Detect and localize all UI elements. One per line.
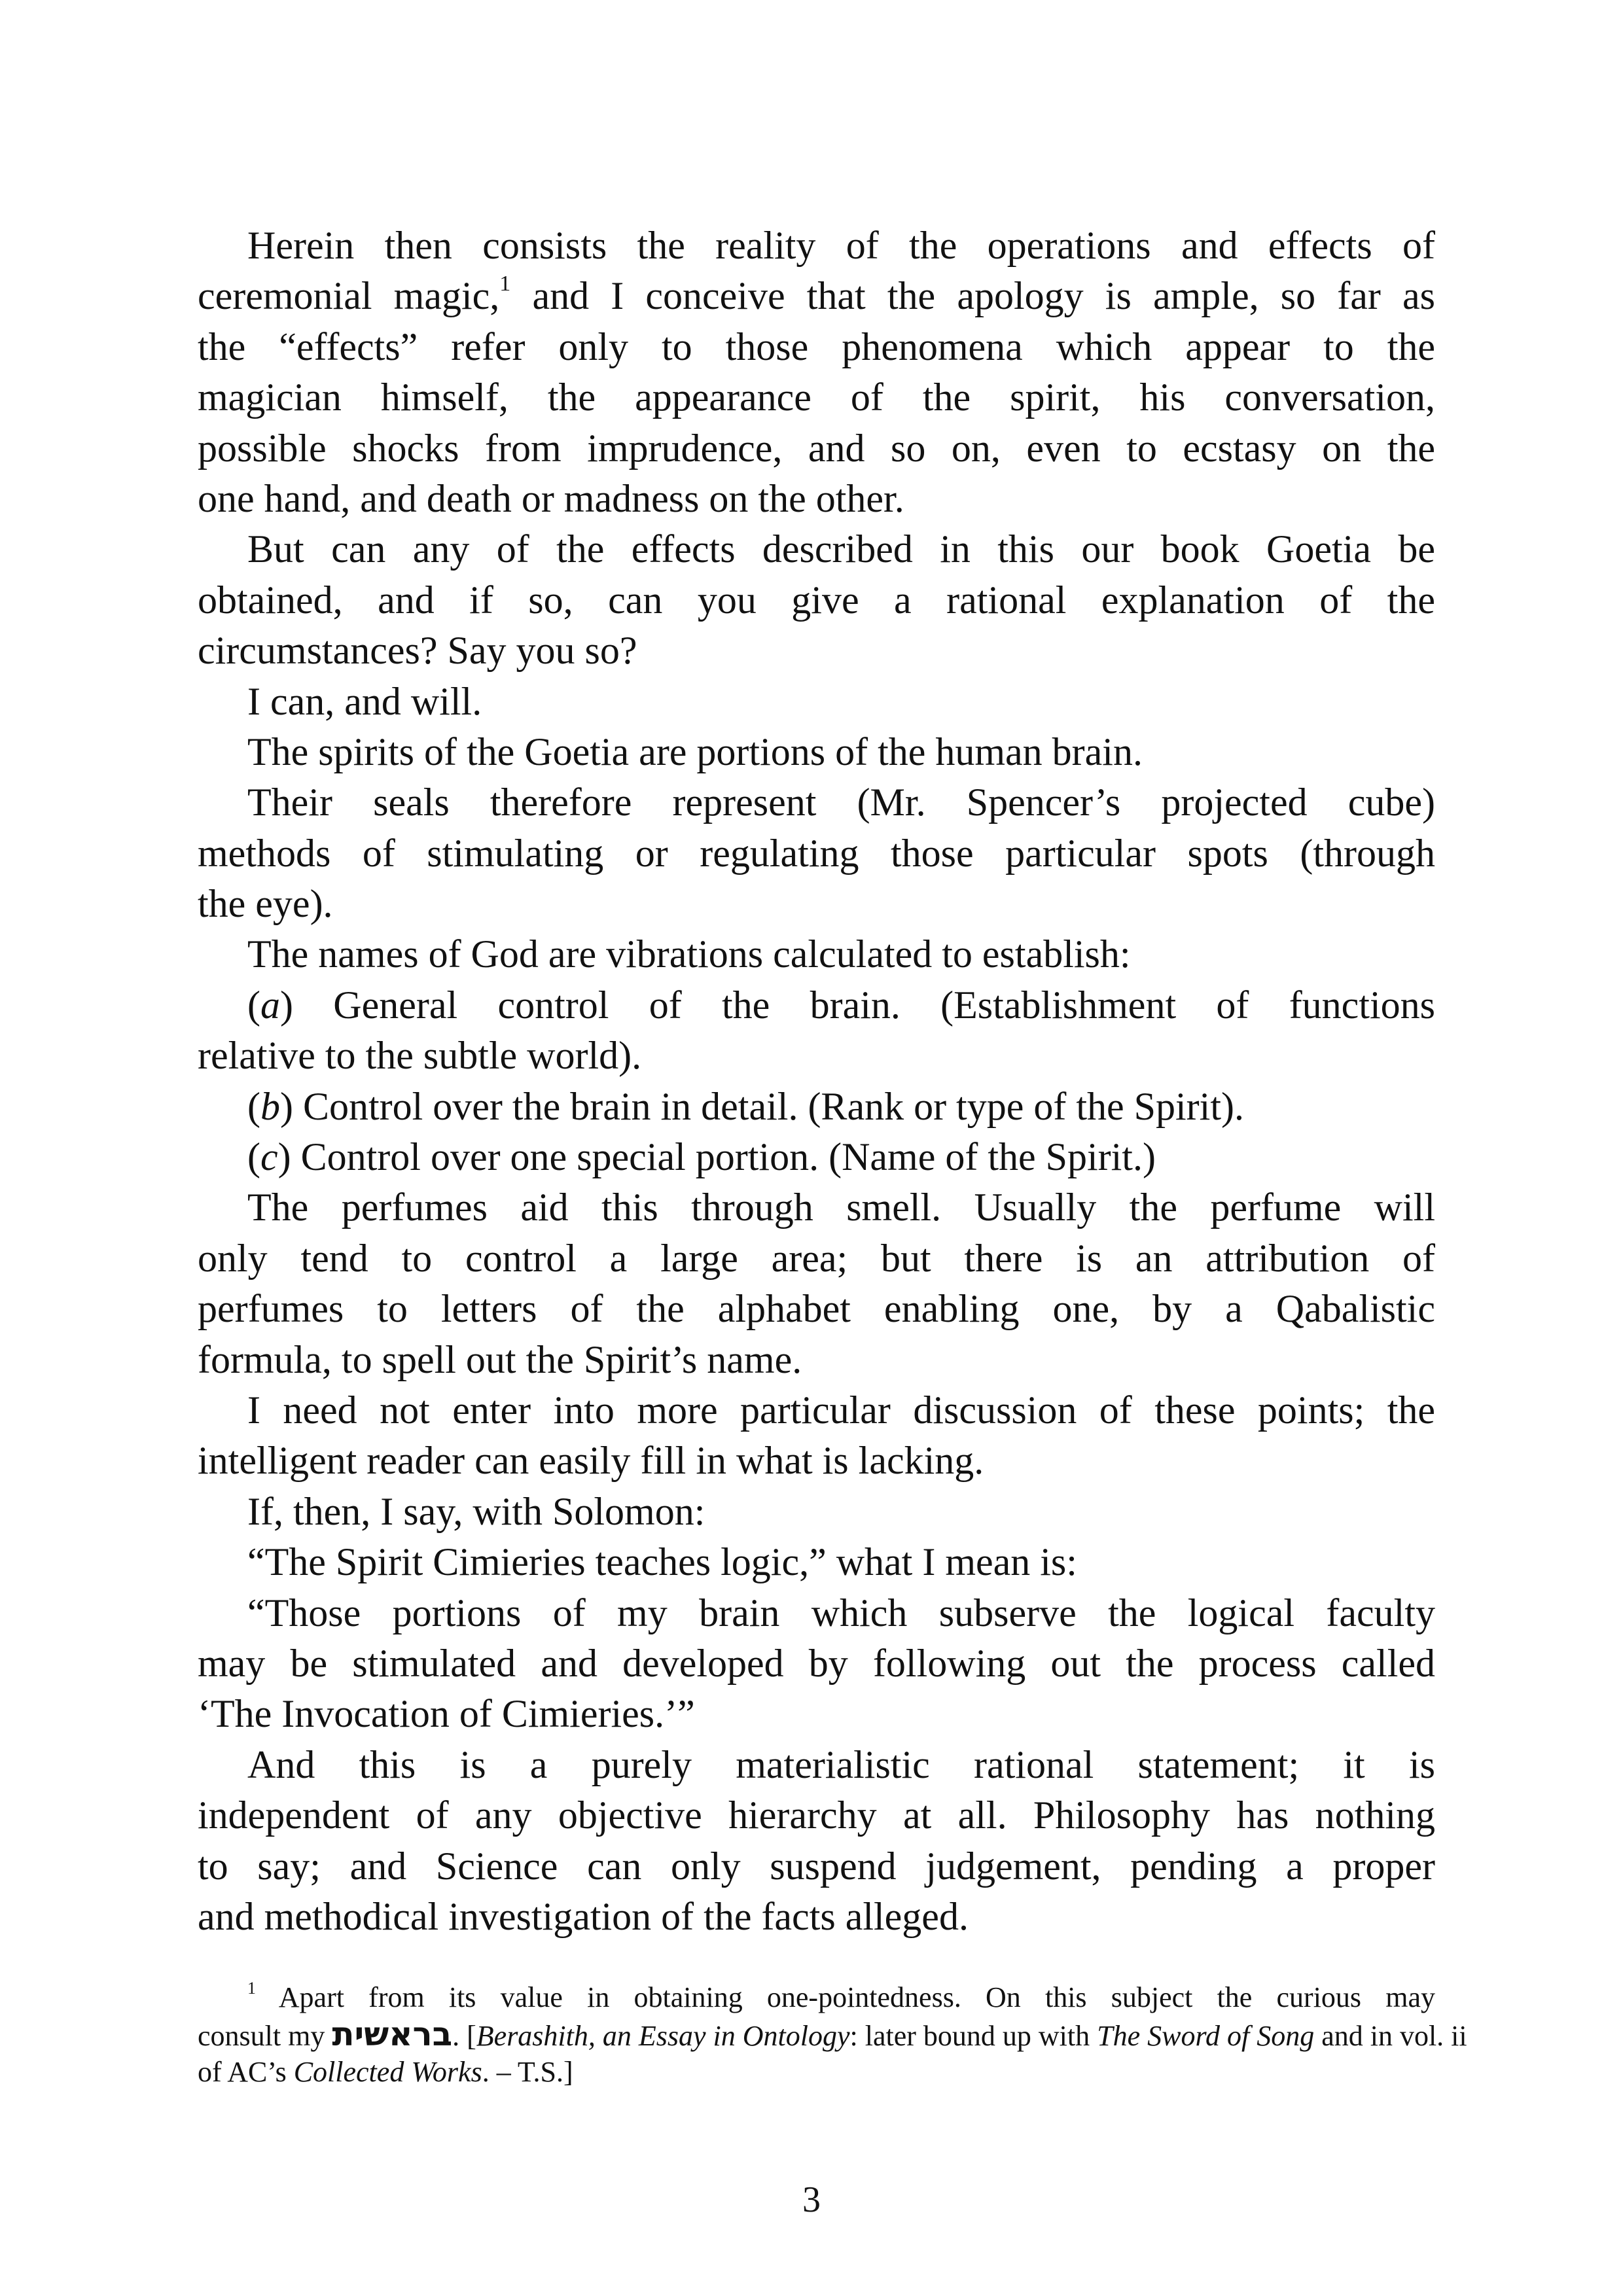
text-run: formula, to spell out the Spirit’s name. [198,1337,802,1381]
text-run: ceremonial magic, [198,274,500,318]
text-line [198,271,1435,321]
text-run: circumstances? Say you so? [198,629,637,673]
text-run: methods of stimulating or regulating those particular spots (through [198,831,1435,875]
text-run: magician himself, the appearance of the spirit, his conversation, [198,376,1435,419]
text-run: and I conceive that the apology is ample, so far as [510,274,1435,318]
text-run: to say; and Science can only suspend judgement, pending a proper [198,1844,1435,1888]
text-run: ) General control of the brain. (Establishment of functions [279,983,1435,1027]
text-line [198,1638,1435,1689]
text-run: only tend to control a large area; but there is an attribution of [198,1236,1435,1280]
text-line [198,322,1435,372]
italic-text: The Sword of Song [1097,2020,1315,2052]
text-run: and methodical investigation of the facts alleged. [198,1894,969,1938]
text-run: consult my [198,2020,332,2052]
text-line [198,474,1435,524]
italic-text: c [260,1135,278,1179]
text-run: ) Control over one special portion. (Name of the Spirit.) [277,1135,1156,1179]
text-line [198,1537,1435,1587]
text-line [198,1284,1435,1334]
text-run: obtained, and if so, can you give a rational explanation of the [198,578,1435,622]
footnote-line [198,2015,1467,2053]
text-line [198,1841,1435,1892]
text-line [198,879,1435,929]
text-line [198,929,1435,980]
text-run: Their seals therefore represent (Mr. Spencer’s projected cube) [247,781,1435,824]
italic-text: a [260,983,280,1027]
text-line [198,1031,1435,1081]
text-run: Herein then consists the reality of the operations and effects of [247,224,1435,267]
text-line [198,727,1435,777]
italic-text: Berashith, an Essay in Ontology [476,2020,850,2052]
text-run: “Those portions of my brain which subserve the logical faculty [247,1591,1435,1634]
text-run: ( [247,1135,260,1179]
text-run: and in vol. ii [1314,2020,1467,2052]
text-run: The spirits of the Goetia are portions of the human brain. [247,730,1143,773]
text-run: ( [247,983,260,1027]
text-line [198,980,1435,1031]
footnote-line [198,1979,1435,2016]
footnote-line [198,2053,1435,2091]
text-run: may be stimulated and developed by following out the process called [198,1641,1435,1685]
body-text [198,221,1435,1942]
text-line [198,221,1435,271]
text-run: perfumes to letters of the alphabet enabling one, by a Qabalistic [198,1287,1435,1331]
text-line [198,777,1435,828]
text-run: “The Spirit Cimieries teaches logic,” what I mean is: [247,1540,1077,1584]
text-run: ‘The Invocation of Cimieries.’” [198,1692,695,1736]
text-run: possible shocks from imprudence, and so on, even to ecstasy on the [198,426,1435,470]
text-line [198,423,1435,474]
text-line [198,626,1435,676]
footnote [198,1979,1467,2091]
text-line [198,1182,1435,1233]
text-line [198,1436,1435,1486]
page-number: 3 [802,2180,821,2220]
text-line [198,1487,1435,1537]
text-line [198,1689,1435,1739]
text-run: of AC’s [198,2056,294,2088]
text-line [198,828,1435,879]
text-run: ( [247,1084,260,1128]
text-run: . – T.S.] [482,2056,573,2088]
text-line [198,372,1435,423]
text-line [198,1082,1435,1132]
text-line [198,677,1435,727]
hebrew-word: בראשית [332,2015,453,2053]
text-run: the “effects” refer only to those phenomena which appear to the [198,325,1435,368]
text-line [198,1588,1435,1638]
text-run: the eye). [198,882,333,926]
text-line [198,1132,1435,1182]
text-line [198,575,1435,626]
text-run: one hand, and death or madness on the other. [198,476,904,520]
text-line [198,1740,1435,1790]
italic-text: b [260,1084,280,1128]
text-run: Apart from its value in obtaining one-pointedness. On this subject the curious may [256,1981,1435,2013]
text-run: The names of God are vibrations calculated to establish: [247,932,1131,976]
text-line [198,1385,1435,1436]
text-run: If, then, I say, with Solomon: [247,1489,705,1533]
italic-text: Collected Works [293,2056,482,2088]
text-line [198,1335,1435,1385]
text-run: And this is a purely materialistic rational statement; it is [247,1742,1435,1786]
text-run: ) Control over the brain in detail. (Rank or type of the Spirit). [279,1084,1244,1128]
text-run: The perfumes aid this through smell. Usually the perfume will [247,1186,1435,1229]
footnote-marker: 1 [499,272,511,296]
text-line [198,1790,1435,1841]
text-line [198,1233,1435,1284]
text-run: : later bound up with [849,2020,1097,2052]
text-run: independent of any objective hierarchy at all. Philosophy has nothing [198,1793,1435,1837]
text-run: But can any of the effects described in this our book Goetia be [247,527,1435,571]
text-run: I can, and will. [247,679,482,723]
text-run: relative to the subtle world). [198,1034,642,1078]
text-line [198,1892,1435,1942]
footnote-marker: 1 [247,1979,256,1998]
text-run: . [ [452,2020,476,2052]
text-line [198,524,1435,574]
text-run: I need not enter into more particular discussion of these points; the [247,1388,1435,1432]
text-run: intelligent reader can easily fill in what is lacking. [198,1439,984,1483]
